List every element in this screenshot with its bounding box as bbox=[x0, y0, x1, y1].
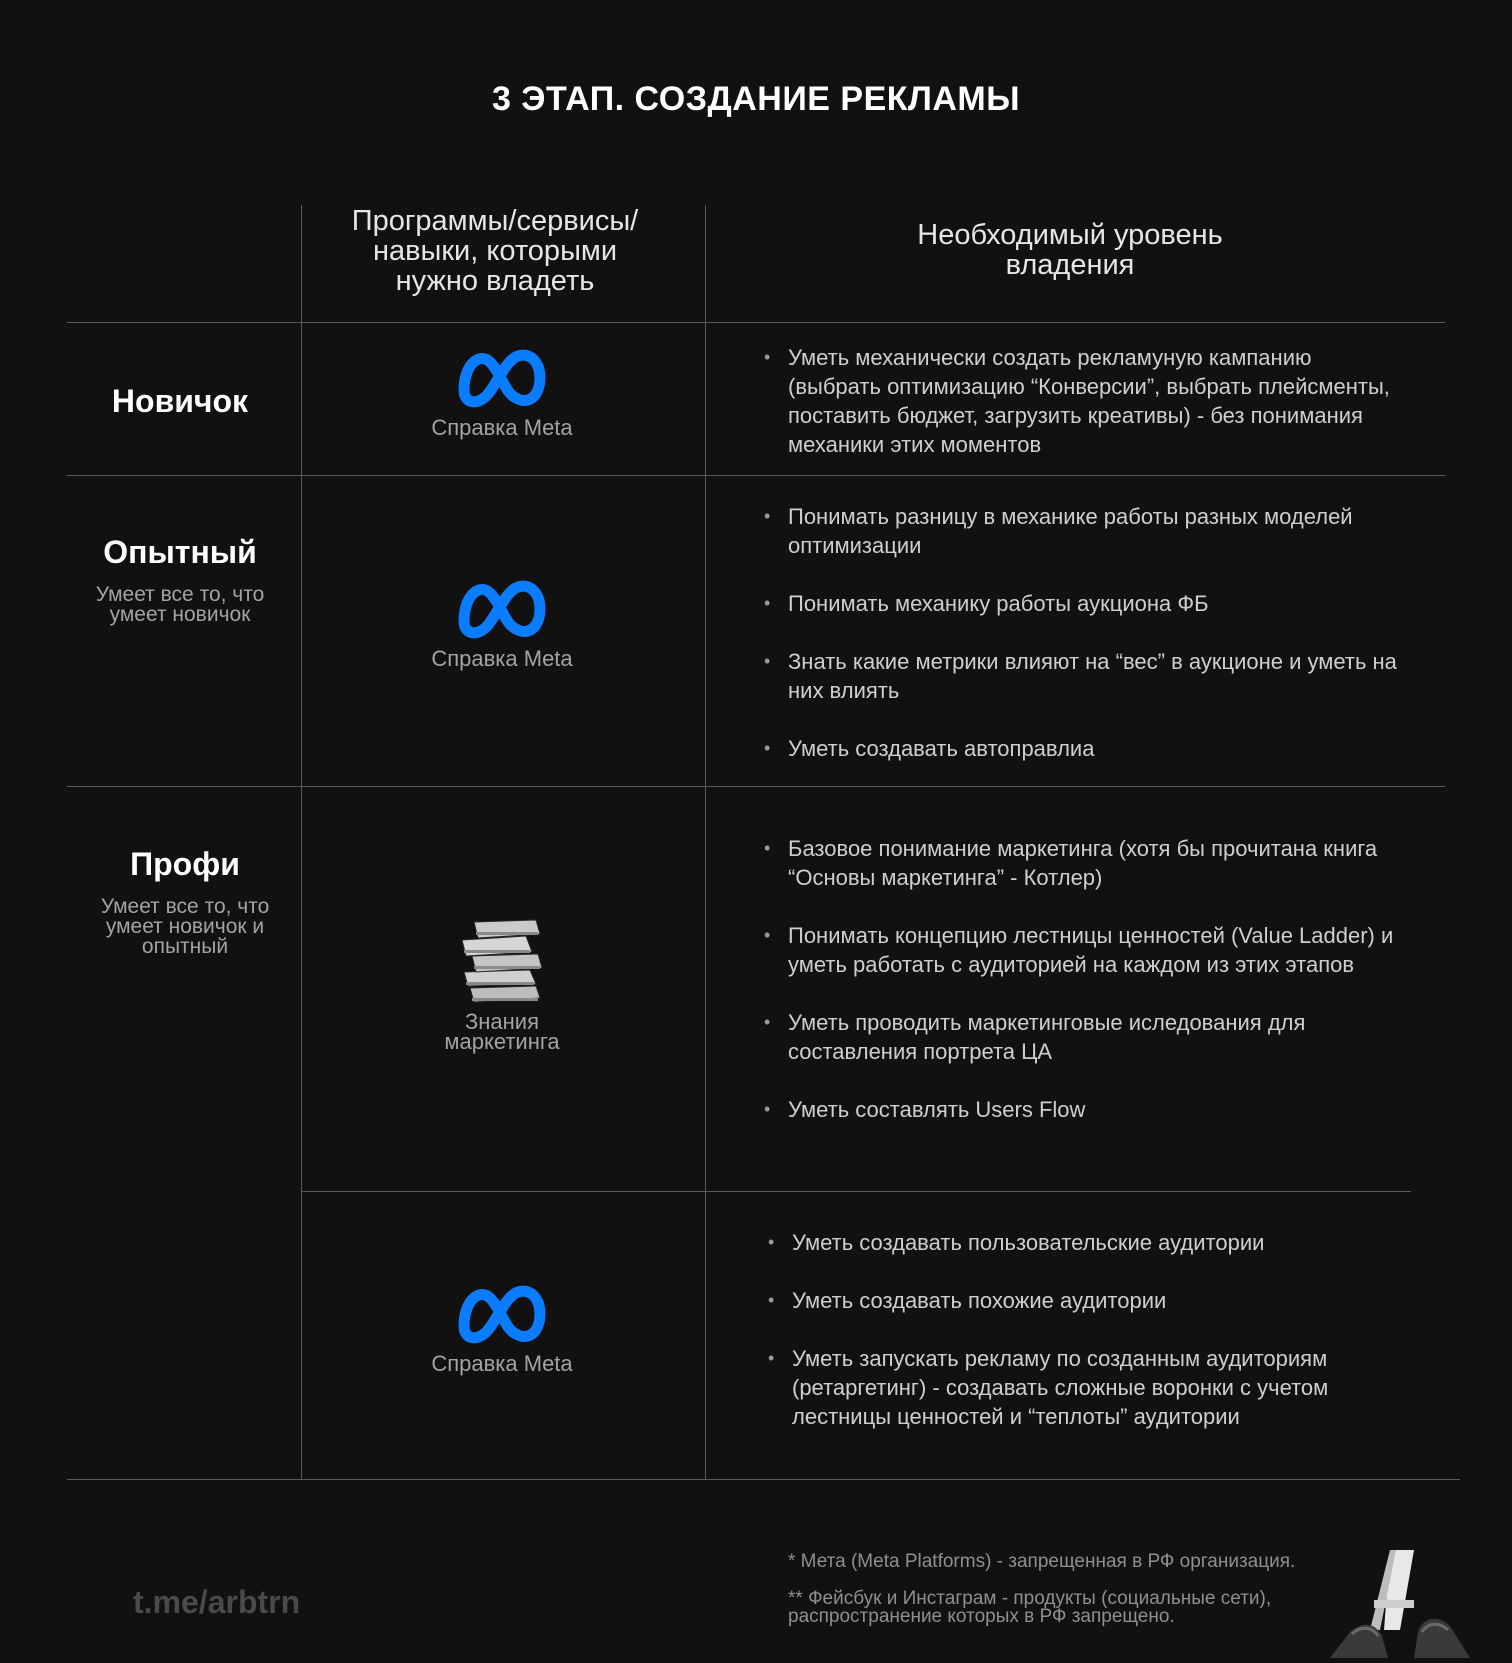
footnote-social: ** Фейсбук и Инстаграм - продукты (социальные сети), распространение которых в РФ запрещено. bbox=[788, 1588, 1272, 1627]
level-name: Новичок bbox=[111, 383, 249, 419]
list-item: • Уметь механически создать рекламуную кампанию (выбрать оптимизацию “Конверсии”, выбрать плейсменты, поставить бюджет, загрузить креативы) - без понимания механики этих моментов bbox=[764, 343, 1394, 459]
level-name: Профи bbox=[130, 846, 240, 882]
list-item: • Знать какие метрики влияют на “вес” в аукционе и уметь на них влиять bbox=[764, 647, 1414, 705]
column-header-tools: Программы/сервисы/ навыки, которыми нужно владеть bbox=[351, 205, 639, 297]
tool-label: Знания маркетинга bbox=[444, 1009, 560, 1054]
bullet-list-experienced bbox=[764, 502, 1414, 763]
row-divider-bottom bbox=[67, 1479, 1460, 1480]
tool-meta-help-2 bbox=[302, 575, 702, 669]
row-divider-header bbox=[67, 322, 1445, 323]
column-divider-2 bbox=[705, 205, 706, 1480]
list-item: • Уметь создавать похожие аудитории bbox=[768, 1286, 1398, 1315]
meta-logo-icon bbox=[302, 1280, 702, 1344]
row-divider-2 bbox=[67, 786, 1445, 787]
bullet-list-beginner bbox=[764, 343, 1394, 459]
list-item: • Понимать концепцию лестницы ценностей (Value Ladder) и уметь работать с аудиторией на каждом из этих этапов bbox=[764, 921, 1394, 979]
books-icon bbox=[302, 916, 702, 1008]
telegram-link[interactable]: t.me/arbtrn bbox=[133, 1584, 301, 1620]
bullet-list-pro bbox=[764, 834, 1394, 1124]
hands-letter-a-logo-icon bbox=[1330, 1540, 1470, 1663]
list-item: • Уметь создавать автоправлиа bbox=[764, 734, 1414, 763]
level-subtitle: Умеет все то, что умеет новичок bbox=[95, 583, 265, 626]
list-item: • Уметь составлять Users Flow bbox=[764, 1095, 1394, 1124]
list-item: • Уметь создавать пользовательские аудитории bbox=[768, 1228, 1398, 1257]
bullet-list-audiences bbox=[768, 1228, 1398, 1431]
list-item: • Понимать механику работы аукциона ФБ bbox=[764, 589, 1414, 618]
meta-logo-icon bbox=[302, 575, 702, 639]
level-beginner bbox=[65, 383, 295, 420]
tool-label: Справка Meta bbox=[431, 415, 573, 440]
row-divider-1 bbox=[67, 475, 1445, 476]
tool-marketing-knowledge bbox=[302, 916, 702, 1052]
list-item: • Базовое понимание маркетинга (хотя бы прочитана книга “Основы маркетинга” - Котлер) bbox=[764, 834, 1394, 892]
page-title: 3 ЭТАП. СОЗДАНИЕ РЕКЛАМЫ bbox=[491, 80, 1021, 118]
tool-label: Справка Meta bbox=[431, 1351, 573, 1376]
tool-label: Справка Meta bbox=[431, 646, 573, 671]
column-header-level: Необходимый уровень владения bbox=[917, 219, 1223, 281]
level-name: Опытный bbox=[103, 534, 257, 570]
level-pro bbox=[70, 846, 300, 957]
tool-meta-help-3 bbox=[302, 1280, 702, 1374]
tool-meta-help-1 bbox=[302, 344, 702, 438]
footnote-meta: * Мета (Meta Platforms) - запрещенная в РФ организация. bbox=[788, 1551, 1296, 1572]
row-divider-3 bbox=[301, 1191, 1411, 1192]
list-item: • Уметь проводить маркетинговые иследования для составления портрета ЦА bbox=[764, 1008, 1394, 1066]
list-item: • Понимать разницу в механике работы разных моделей оптимизации bbox=[764, 502, 1414, 560]
level-subtitle: Умеет все то, что умеет новичок и опытный bbox=[100, 895, 270, 958]
meta-logo-icon bbox=[302, 344, 702, 408]
level-experienced bbox=[65, 534, 295, 625]
list-item: • Уметь запускать рекламу по созданным аудиториям (ретаргетинг) - создавать сложные воронки с учетом лестницы ценностей и “теплоты” аудитории bbox=[768, 1344, 1398, 1431]
